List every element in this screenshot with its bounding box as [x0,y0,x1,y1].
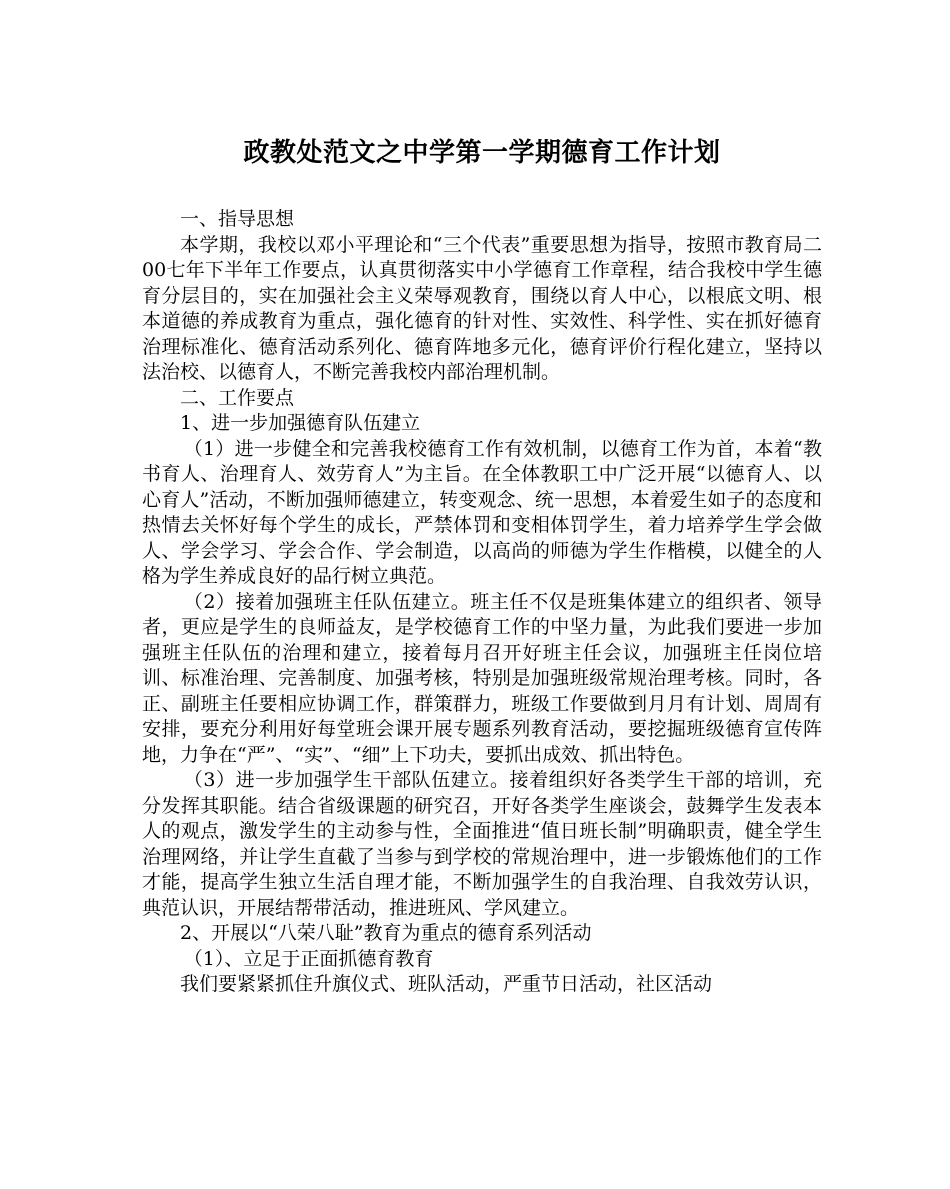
subsection-heading-activities: 2、开展以“八荣八耻”教育为重点的德育系列活动 [180,922,592,944]
paragraph-item-2: （2）接着加强班主任队伍建立。班主任不仅是班集体建立的组织者、领导者，更应是学生的良师益友，是学校德育工作的中坚力量，为此我们要进一步加强班主任队伍的治理和建立，接着每月召开好班主任会议，加强班主任岗位培训、标准治理、完善制度、加强考核，特别是加强班级常规治理考核。同时，各正、副班主任要相应协调工作，群策群力，班级工作要做到月月有计划、周周有安排，要充分利用好每堂班会课开展专题系列教育活动，要挖掘班级德育宣传阵地，力争在“严”、“实”、“细”上下功夫，要抓出成效、抓出特色。 [142,590,822,766]
paragraph-item-activities-1: （1）、立足于正面抓德育教育 [183,947,434,970]
document-title: 政教处范文之中学第一学期德育工作计划 [243,138,721,168]
document-body [142,207,822,998]
section-heading-guiding-thought: 一、指导思想 [180,208,295,230]
paragraph-item-1: （1）进一步健全和完善我校德育工作有效机制，以德育工作为首，本着“教书育人、治理育人、效劳育人”为主旨。在全体教职工中广泛开展“以德育人、以心育人”活动，不断加强师德建立，转变观念、统一思想，本着爱生如子的态度和热情去关怀好每个学生的成长，严禁体罚和变相体罚学生，着力培养学生学会做人、学会学习、学会合作、学会制造，以高尚的师德为学生作楷模，以健全的人格为学生养成良好的品行树立典范。 [142,437,822,587]
subsection-heading-team-building: 1、进一步加强德育队伍建立 [180,412,421,434]
section-heading-work-points: 二、工作要点 [180,386,295,409]
paragraph-guiding-thought: 本学期，我校以邓小平理论和“三个代表”重要思想为指导，按照市教育局二00七年下半年工作要点，认真贯彻落实中小学德育工作章程，结合我校中学生德育分层目的，实在加强社会主义荣辱观教育，围绕以育人中心，以根底文明、根本道德的养成教育为重点，强化德育的针对性、实效性、科学性、实在抓好德育治理标准化、德育活动系列化、德育阵地多元化，德育评价行程化建立，坚持以法治校、以德育人，不断完善我校内部治理机制。 [142,233,822,383]
paragraph-activities-text: 我们要紧紧抓住升旗仪式、班队活动，严重节日活动，社区活动 [180,973,713,995]
paragraph-item-3: （3）进一步加强学生干部队伍建立。接着组织好各类学生干部的培训，充分发挥其职能。结合省级课题的研究召，开好各类学生座谈会，鼓舞学生发表本人的观点，激发学生的主动参与性，全面推进“值日班长制”明确职责，健全学生治理网络，并让学生直截了当参与到学校的常规治理中，进一步锻炼他们的工作才能，提高学生独立生活自理才能，不断加强学生的自我治理、自我效劳认识，典范认识，开展结帮带活动，推进班风、学风建立。 [142,769,822,919]
